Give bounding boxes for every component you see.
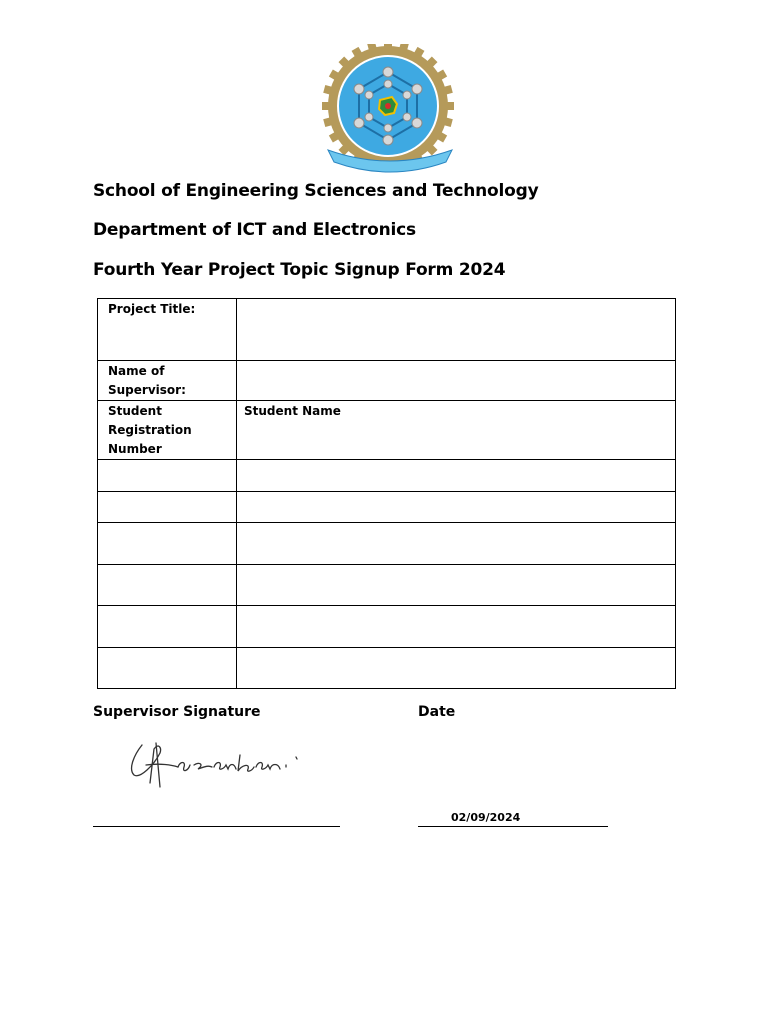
reg-number-cell[interactable] [98, 565, 237, 606]
table-row [98, 648, 676, 689]
reg-number-cell[interactable] [98, 492, 237, 523]
date-line [418, 826, 608, 827]
student-name-cell[interactable] [237, 606, 676, 648]
table-row [98, 606, 676, 648]
table-row [98, 565, 676, 606]
student-name-cell[interactable] [237, 460, 676, 492]
supervisor-field[interactable] [237, 361, 676, 401]
student-name-cell[interactable] [237, 565, 676, 606]
form-title: Fourth Year Project Topic Signup Form 2024 [93, 260, 506, 280]
date-value: 02/09/2024 [451, 811, 521, 824]
student-name-cell[interactable] [237, 648, 676, 689]
project-title-label: Project Title: [98, 299, 237, 361]
reg-number-cell[interactable] [98, 606, 237, 648]
supervisor-signature-label: Supervisor Signature [93, 704, 261, 720]
supervisor-label: Name of Supervisor: [98, 361, 237, 401]
table-row [98, 523, 676, 565]
handwritten-signature [120, 735, 320, 795]
table-row [98, 460, 676, 492]
date-label: Date [418, 704, 456, 720]
student-name-header: Student Name [237, 401, 676, 460]
student-name-cell[interactable] [237, 492, 676, 523]
table-row [98, 492, 676, 523]
signup-table [97, 298, 676, 689]
student-name-cell[interactable] [237, 523, 676, 565]
reg-number-cell[interactable] [98, 648, 237, 689]
school-heading: School of Engineering Sciences and Technology [93, 181, 539, 201]
department-heading: Department of ICT and Electronics [93, 220, 416, 240]
signature-line [93, 826, 340, 827]
reg-number-cell[interactable] [98, 460, 237, 492]
project-title-field[interactable] [237, 299, 676, 361]
reg-number-cell[interactable] [98, 523, 237, 565]
reg-number-header: Student Registration Number [98, 401, 237, 460]
institution-logo [320, 44, 460, 174]
